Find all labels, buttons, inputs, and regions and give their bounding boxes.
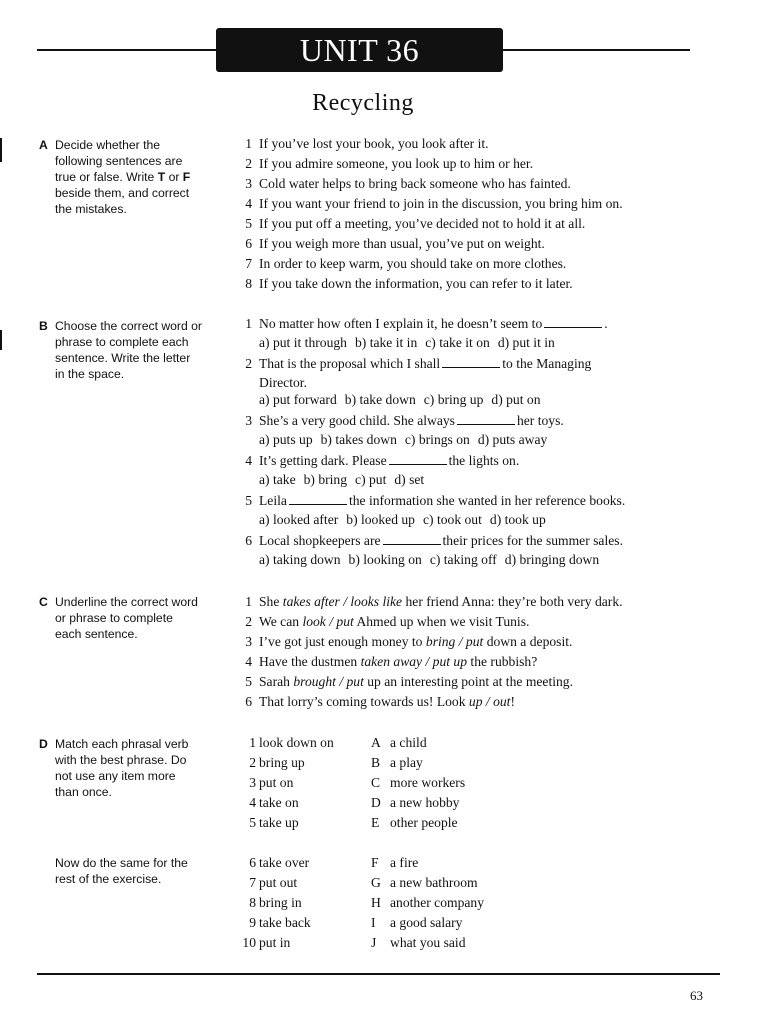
- question-text: [259, 411, 564, 431]
- match-row: [238, 793, 718, 813]
- phrasal-verb: put in: [259, 935, 291, 950]
- question-text: [259, 314, 608, 334]
- section-b-list: [238, 314, 718, 571]
- answer-blank: [389, 452, 447, 465]
- header-rule-right: [500, 49, 690, 51]
- page-title: Recycling: [312, 90, 414, 116]
- list-item: [238, 652, 718, 672]
- question-text: [259, 531, 623, 551]
- phrasal-verb: put on: [259, 775, 294, 790]
- options-row: [238, 511, 718, 528]
- item-number: 6: [245, 236, 252, 251]
- option: b) takes down: [320, 432, 397, 447]
- option: a) taking down: [259, 552, 341, 567]
- text-before-blank: Leila: [259, 493, 287, 508]
- item-number: 8: [245, 276, 252, 291]
- match-row: [238, 873, 718, 893]
- sentence-start: We can: [259, 614, 303, 629]
- options: [259, 551, 607, 568]
- option: b) take down: [344, 392, 416, 407]
- page-edge-mark: [0, 138, 2, 162]
- instruction-line: Underline the correct word: [55, 595, 198, 609]
- section-letter: C: [39, 595, 48, 609]
- item-text: Cold water helps to bring back someone who has fainted.: [259, 176, 571, 191]
- instruction-line: the mistakes.: [55, 202, 127, 216]
- question: [238, 354, 718, 374]
- option: b) take it in: [354, 335, 418, 350]
- match-letter: F: [371, 855, 379, 870]
- continuation-text: Director.: [259, 375, 307, 390]
- item-number: 4: [245, 654, 252, 669]
- page-number: 63: [690, 988, 703, 1003]
- text-after-blank: her toys.: [516, 413, 564, 428]
- list-item: [238, 274, 718, 294]
- instruction-line: Now do the same for the: [55, 856, 188, 870]
- choice-options: up / out: [468, 694, 511, 709]
- item-number: 3: [245, 413, 252, 428]
- page-edge-mark: [0, 330, 2, 350]
- item-number: 10: [242, 935, 256, 950]
- option: b) looked up: [346, 512, 415, 527]
- match-row: [238, 853, 718, 873]
- sentence-end: down a deposit.: [483, 634, 573, 649]
- question: [238, 314, 718, 334]
- option: c) bring up: [423, 392, 484, 407]
- match-phrase: a child: [390, 735, 427, 750]
- instruction-line: sentence. Write the letter: [55, 351, 191, 365]
- text-before-blank: That is the proposal which I shall: [259, 356, 441, 371]
- phrasal-verb: bring in: [259, 895, 302, 910]
- item-text: If you admire someone, you look up to him or her.: [259, 156, 534, 171]
- footer-rule: [37, 973, 720, 975]
- match-row: [238, 933, 718, 953]
- option: b) looking on: [348, 552, 422, 567]
- text-after-blank: to the Managing: [502, 356, 592, 371]
- sentence-end: the rubbish?: [467, 654, 538, 669]
- option: c) brings on: [404, 432, 470, 447]
- option: b) bring: [303, 472, 348, 487]
- text-after-blank: the lights on.: [448, 453, 520, 468]
- question-text: [259, 491, 625, 511]
- match-phrase: another company: [390, 895, 484, 910]
- match-letter: H: [371, 895, 381, 910]
- item-number: 6: [245, 533, 252, 548]
- unit-label: UNIT 36: [216, 28, 503, 72]
- item-text: If you weigh more than usual, you’ve put on weight.: [259, 236, 545, 251]
- choice-options: brought / put: [293, 674, 364, 689]
- instruction-line: beside them, and correct: [55, 186, 190, 200]
- phrasal-verb: take back: [259, 915, 311, 930]
- item-text: If you’ve lost your book, you look after it.: [259, 136, 489, 151]
- section-letter: D: [39, 737, 48, 751]
- text-before-blank: Local shopkeepers are: [259, 533, 381, 548]
- options-row: [238, 391, 718, 408]
- options-row: [238, 334, 718, 351]
- sentence: [259, 632, 572, 652]
- sentence-end: Ahmed up when we visit Tunis.: [353, 614, 530, 629]
- section-a-list: [238, 134, 718, 294]
- answer-blank: [544, 315, 602, 328]
- question-text: [259, 354, 591, 374]
- match-letter: A: [371, 735, 381, 750]
- section-d-instruction: [39, 736, 217, 800]
- question: [238, 411, 718, 431]
- match-letter: I: [371, 915, 376, 930]
- answer-blank: [289, 492, 347, 505]
- option: a) looked after: [259, 512, 339, 527]
- item-number: 8: [249, 895, 256, 910]
- choice-options: look / put: [302, 614, 354, 629]
- options: [259, 471, 432, 488]
- sentence-start: Sarah: [259, 674, 294, 689]
- options-row: [238, 471, 718, 488]
- item-number: 7: [245, 256, 252, 271]
- match-row: [238, 773, 718, 793]
- item-number: 5: [245, 674, 252, 689]
- item-number: 4: [249, 795, 256, 810]
- section-c-list: [238, 592, 718, 712]
- list-item: [238, 612, 718, 632]
- phrasal-verb: take up: [259, 815, 299, 830]
- option: a) puts up: [259, 432, 313, 447]
- match-phrase: other people: [390, 815, 458, 830]
- question-text: [259, 451, 519, 471]
- list-item: [238, 632, 718, 652]
- list-item: [238, 174, 718, 194]
- sentence: [259, 612, 529, 632]
- item-number: 5: [249, 815, 256, 830]
- option: a) put it through: [259, 335, 347, 350]
- match-letter: C: [371, 775, 381, 790]
- match-letter: B: [371, 755, 381, 770]
- option: a) put forward: [259, 392, 337, 407]
- instruction-line: than once.: [55, 785, 112, 799]
- item-number: 4: [245, 453, 252, 468]
- choice-options: taken away / put up: [360, 654, 468, 669]
- match-letter: G: [371, 875, 381, 890]
- sentence-start: I’ve got just enough money to: [259, 634, 426, 649]
- sentence: [259, 652, 537, 672]
- sentence-end: !: [510, 694, 515, 709]
- section-b-instruction: [39, 318, 217, 382]
- item-number: 3: [249, 775, 256, 790]
- question-continuation: [238, 374, 718, 391]
- section-a-instruction: [39, 137, 217, 217]
- section-d-list-1: [238, 733, 718, 833]
- options: [259, 391, 549, 408]
- phrasal-verb: take over: [259, 855, 310, 870]
- match-letter: E: [371, 815, 380, 830]
- item-text: If you want your friend to join in the discussion, you bring him on.: [259, 196, 623, 211]
- match-row: [238, 733, 718, 753]
- instruction-line: Choose the correct word or: [55, 319, 202, 333]
- choice-options: takes after / looks like: [282, 594, 403, 609]
- item-number: 4: [245, 196, 252, 211]
- option: d) took up: [489, 512, 546, 527]
- option: a) take: [259, 472, 296, 487]
- item-text: In order to keep warm, you should take on more clothes.: [259, 256, 567, 271]
- section-letter: A: [39, 138, 48, 152]
- sentence: [259, 692, 515, 712]
- item-number: 5: [245, 216, 252, 231]
- list-item: [238, 672, 718, 692]
- list-item: [238, 592, 718, 612]
- option: d) bringing down: [504, 552, 600, 567]
- item-number: 1: [249, 735, 256, 750]
- match-row: [238, 893, 718, 913]
- item-number: 2: [245, 156, 252, 171]
- instruction-line: each sentence.: [55, 627, 138, 641]
- sentence-start: That lorry’s coming towards us! Look: [259, 694, 469, 709]
- instruction-line: or phrase to complete: [55, 611, 173, 625]
- text-after-blank: the information she wanted in her reference books.: [348, 493, 626, 508]
- sentence-start: Have the dustmen: [259, 654, 361, 669]
- match-phrase: a new hobby: [390, 795, 460, 810]
- list-item: [238, 692, 718, 712]
- instruction-line: phrase to complete each: [55, 335, 189, 349]
- option: d) put on: [491, 392, 541, 407]
- answer-blank: [383, 532, 441, 545]
- sentence: [259, 592, 623, 612]
- item-number: 2: [245, 356, 252, 371]
- phrasal-verb: take on: [259, 795, 299, 810]
- item-number: 1: [245, 316, 252, 331]
- choice-options: bring / put: [425, 634, 484, 649]
- instruction-line: with the best phrase. Do: [55, 753, 187, 767]
- match-phrase: more workers: [390, 775, 466, 790]
- sentence-start: She: [259, 594, 283, 609]
- instruction-line: in the space.: [55, 367, 125, 381]
- match-row: [238, 753, 718, 773]
- item-number: 3: [245, 634, 252, 649]
- header-rule-left: [37, 49, 220, 51]
- item-text: If you take down the information, you can refer to it later.: [259, 276, 573, 291]
- text-after-blank: their prices for the summer sales.: [442, 533, 623, 548]
- question: [238, 491, 718, 511]
- option: c) take it on: [425, 335, 490, 350]
- match-phrase: a fire: [390, 855, 419, 870]
- option: d) set: [394, 472, 425, 487]
- list-item: [238, 134, 718, 154]
- instruction-line: Decide whether the: [55, 138, 161, 152]
- instruction-line: following sentences are: [55, 154, 183, 168]
- option: c) taking off: [429, 552, 497, 567]
- section-c-instruction: [39, 594, 217, 642]
- match-phrase: a play: [390, 755, 423, 770]
- item-number: 3: [245, 176, 252, 191]
- phrasal-verb: bring up: [259, 755, 305, 770]
- answer-blank: [442, 355, 500, 368]
- item-number: 5: [245, 493, 252, 508]
- list-item: [238, 194, 718, 214]
- option: d) puts away: [477, 432, 548, 447]
- section-d-list-2: [238, 853, 718, 953]
- instruction-line: true or false. Write T or F: [55, 170, 191, 184]
- text-before-blank: No matter how often I explain it, he doesn’t seem to: [259, 316, 543, 331]
- list-item: [238, 254, 718, 274]
- item-text: If you put off a meeting, you’ve decided not to hold it at all.: [259, 216, 586, 231]
- text-after-blank: .: [604, 316, 608, 331]
- match-row: [238, 813, 718, 833]
- options-row: [238, 431, 718, 448]
- match-row: [238, 913, 718, 933]
- text-before-blank: It’s getting dark. Please: [259, 453, 387, 468]
- match-phrase: a new bathroom: [390, 875, 478, 890]
- item-number: 7: [249, 875, 256, 890]
- instruction-line: not use any item more: [55, 769, 176, 783]
- match-phrase: what you said: [390, 935, 466, 950]
- phrasal-verb: look down on: [259, 735, 334, 750]
- item-number: 6: [249, 855, 256, 870]
- instruction-line: rest of the exercise.: [55, 872, 162, 886]
- phrasal-verb: put out: [259, 875, 298, 890]
- option: d) put it in: [497, 335, 555, 350]
- question: [238, 531, 718, 551]
- options: [259, 511, 554, 528]
- sentence-end: up an interesting point at the meeting.: [363, 674, 574, 689]
- item-number: 2: [249, 755, 256, 770]
- option: c) took out: [422, 512, 482, 527]
- answer-blank: [457, 412, 515, 425]
- match-phrase: a good salary: [390, 915, 463, 930]
- item-number: 6: [245, 694, 252, 709]
- match-letter: D: [371, 795, 381, 810]
- text-before-blank: She’s a very good child. She always: [259, 413, 455, 428]
- sentence-end: her friend Anna: they’re both very dark.: [402, 594, 623, 609]
- option: c) put: [355, 472, 387, 487]
- list-item: [238, 154, 718, 174]
- section-letter: B: [39, 319, 48, 333]
- options-row: [238, 551, 718, 568]
- options: [259, 431, 555, 448]
- item-number: 1: [245, 136, 252, 151]
- list-item: [238, 234, 718, 254]
- options: [259, 334, 563, 351]
- match-letter: J: [371, 935, 377, 950]
- item-number: 1: [245, 594, 252, 609]
- instruction-line: Match each phrasal verb: [55, 737, 189, 751]
- list-item: [238, 214, 718, 234]
- item-number: 9: [249, 915, 256, 930]
- section-d-instruction-2: [39, 855, 217, 887]
- question: [238, 451, 718, 471]
- item-number: 2: [245, 614, 252, 629]
- sentence: [259, 672, 573, 692]
